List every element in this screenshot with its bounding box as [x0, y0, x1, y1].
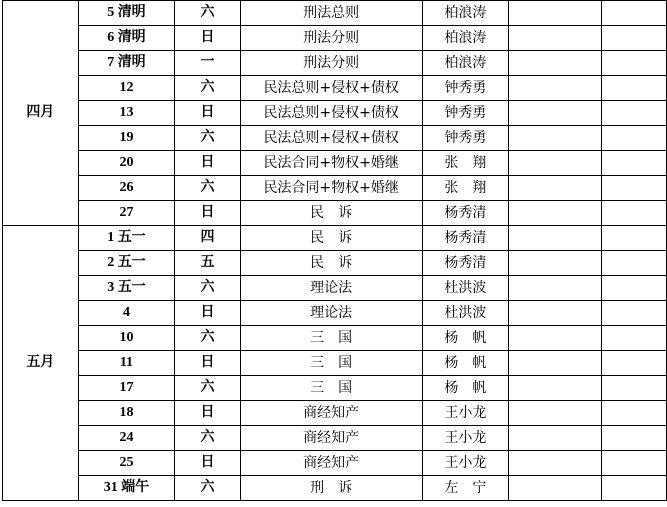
date-cell: 7 清明 — [78, 50, 175, 75]
date-cell: 27 — [78, 200, 175, 225]
empty-cell — [509, 75, 602, 100]
empty-cell — [509, 350, 602, 375]
date-cell: 6 清明 — [78, 25, 175, 50]
subject-cell: 民 诉 — [240, 225, 422, 250]
empty-cell — [602, 225, 667, 250]
empty-cell — [509, 175, 602, 200]
month-label: 四月 — [3, 0, 79, 225]
empty-cell — [602, 400, 667, 425]
subject-cell: 三 国 — [240, 375, 422, 400]
empty-cell — [509, 0, 602, 25]
teacher-cell: 钟秀勇 — [422, 75, 509, 100]
teacher-cell: 张 翔 — [422, 150, 509, 175]
date-cell: 17 — [78, 375, 175, 400]
subject-cell: 民法合同+物权+婚继 — [240, 175, 422, 200]
empty-cell — [602, 50, 667, 75]
teacher-cell: 钟秀勇 — [422, 100, 509, 125]
date-cell: 12 — [78, 75, 175, 100]
date-cell: 11 — [78, 350, 175, 375]
subject-cell: 刑法分则 — [240, 25, 422, 50]
empty-cell — [509, 275, 602, 300]
weekday-cell: 一 — [175, 50, 241, 75]
weekday-cell: 五 — [175, 250, 241, 275]
subject-cell: 理论法 — [240, 275, 422, 300]
empty-cell — [602, 175, 667, 200]
table-row — [3, 225, 667, 250]
date-cell: 25 — [78, 450, 175, 475]
weekday-cell: 六 — [175, 75, 241, 100]
teacher-cell: 柏浪涛 — [422, 25, 509, 50]
empty-cell — [509, 475, 602, 500]
table-row — [3, 450, 667, 475]
table-row — [3, 300, 667, 325]
table-row — [3, 175, 667, 200]
weekday-cell: 日 — [175, 300, 241, 325]
empty-cell — [509, 400, 602, 425]
teacher-cell: 杜洪波 — [422, 300, 509, 325]
weekday-cell: 六 — [175, 275, 241, 300]
weekday-cell: 六 — [175, 325, 241, 350]
teacher-cell: 柏浪涛 — [422, 50, 509, 75]
empty-cell — [509, 425, 602, 450]
empty-cell — [602, 425, 667, 450]
empty-cell — [602, 250, 667, 275]
empty-cell — [509, 150, 602, 175]
subject-cell: 刑法分则 — [240, 50, 422, 75]
date-cell: 13 — [78, 100, 175, 125]
empty-cell — [602, 125, 667, 150]
subject-cell: 民 诉 — [240, 200, 422, 225]
table-row — [3, 75, 667, 100]
table-row — [3, 375, 667, 400]
teacher-cell: 王小龙 — [422, 400, 509, 425]
table-row — [3, 50, 667, 75]
date-cell: 20 — [78, 150, 175, 175]
subject-cell: 三 国 — [240, 325, 422, 350]
weekday-cell: 六 — [175, 0, 241, 25]
date-cell: 10 — [78, 325, 175, 350]
teacher-cell: 杨秀清 — [422, 225, 509, 250]
subject-cell: 民法总则+侵权+债权 — [240, 100, 422, 125]
subject-cell: 刑 诉 — [240, 475, 422, 500]
subject-cell: 商经知产 — [240, 450, 422, 475]
empty-cell — [509, 300, 602, 325]
empty-cell — [602, 300, 667, 325]
table-row — [3, 275, 667, 300]
subject-cell: 民法总则+侵权+债权 — [240, 125, 422, 150]
empty-cell — [509, 200, 602, 225]
date-cell: 3 五一 — [78, 275, 175, 300]
empty-cell — [509, 375, 602, 400]
weekday-cell: 四 — [175, 225, 241, 250]
table-row — [3, 100, 667, 125]
empty-cell — [602, 325, 667, 350]
weekday-cell: 六 — [175, 175, 241, 200]
date-cell: 4 — [78, 300, 175, 325]
empty-cell — [509, 250, 602, 275]
teacher-cell: 王小龙 — [422, 450, 509, 475]
subject-cell: 三 国 — [240, 350, 422, 375]
teacher-cell: 张 翔 — [422, 175, 509, 200]
empty-cell — [602, 150, 667, 175]
table-row — [3, 425, 667, 450]
weekday-cell: 日 — [175, 100, 241, 125]
empty-cell — [602, 475, 667, 500]
date-cell: 1 五一 — [78, 225, 175, 250]
teacher-cell: 钟秀勇 — [422, 125, 509, 150]
teacher-cell: 杨 帆 — [422, 325, 509, 350]
table-row — [3, 250, 667, 275]
date-cell: 31 端午 — [78, 475, 175, 500]
date-cell: 24 — [78, 425, 175, 450]
table-row — [3, 400, 667, 425]
table-row — [3, 150, 667, 175]
empty-cell — [509, 25, 602, 50]
teacher-cell: 柏浪涛 — [422, 0, 509, 25]
teacher-cell: 杨秀清 — [422, 250, 509, 275]
weekday-cell: 日 — [175, 400, 241, 425]
table-row — [3, 200, 667, 225]
subject-cell: 理论法 — [240, 300, 422, 325]
table-row — [3, 475, 667, 500]
table-row — [3, 325, 667, 350]
empty-cell — [509, 100, 602, 125]
weekday-cell: 日 — [175, 350, 241, 375]
weekday-cell: 日 — [175, 450, 241, 475]
subject-cell: 刑法总则 — [240, 0, 422, 25]
empty-cell — [509, 125, 602, 150]
empty-cell — [509, 450, 602, 475]
empty-cell — [602, 25, 667, 50]
table-row — [3, 25, 667, 50]
empty-cell — [602, 100, 667, 125]
teacher-cell: 杜洪波 — [422, 275, 509, 300]
empty-cell — [602, 275, 667, 300]
weekday-cell: 日 — [175, 200, 241, 225]
subject-cell: 商经知产 — [240, 425, 422, 450]
teacher-cell: 杨 帆 — [422, 375, 509, 400]
date-cell: 19 — [78, 125, 175, 150]
empty-cell — [509, 50, 602, 75]
empty-cell — [602, 375, 667, 400]
table-row — [3, 125, 667, 150]
date-cell: 5 清明 — [78, 0, 175, 25]
month-label: 五月 — [3, 225, 79, 500]
subject-cell: 民法合同+物权+婚继 — [240, 150, 422, 175]
teacher-cell: 杨 帆 — [422, 350, 509, 375]
subject-cell: 商经知产 — [240, 400, 422, 425]
empty-cell — [602, 350, 667, 375]
empty-cell — [509, 325, 602, 350]
schedule-table — [2, 0, 667, 501]
weekday-cell: 日 — [175, 150, 241, 175]
teacher-cell: 左 宁 — [422, 475, 509, 500]
date-cell: 18 — [78, 400, 175, 425]
date-cell: 2 五一 — [78, 250, 175, 275]
teacher-cell: 杨秀清 — [422, 200, 509, 225]
empty-cell — [602, 450, 667, 475]
empty-cell — [602, 200, 667, 225]
empty-cell — [602, 75, 667, 100]
weekday-cell: 日 — [175, 25, 241, 50]
weekday-cell: 六 — [175, 375, 241, 400]
subject-cell: 民 诉 — [240, 250, 422, 275]
date-cell: 26 — [78, 175, 175, 200]
teacher-cell: 王小龙 — [422, 425, 509, 450]
table-row — [3, 350, 667, 375]
weekday-cell: 六 — [175, 475, 241, 500]
weekday-cell: 六 — [175, 425, 241, 450]
subject-cell: 民法总则+侵权+债权 — [240, 75, 422, 100]
schedule-body — [3, 0, 667, 500]
table-row — [3, 0, 667, 25]
weekday-cell: 六 — [175, 125, 241, 150]
empty-cell — [509, 225, 602, 250]
empty-cell — [602, 0, 667, 25]
